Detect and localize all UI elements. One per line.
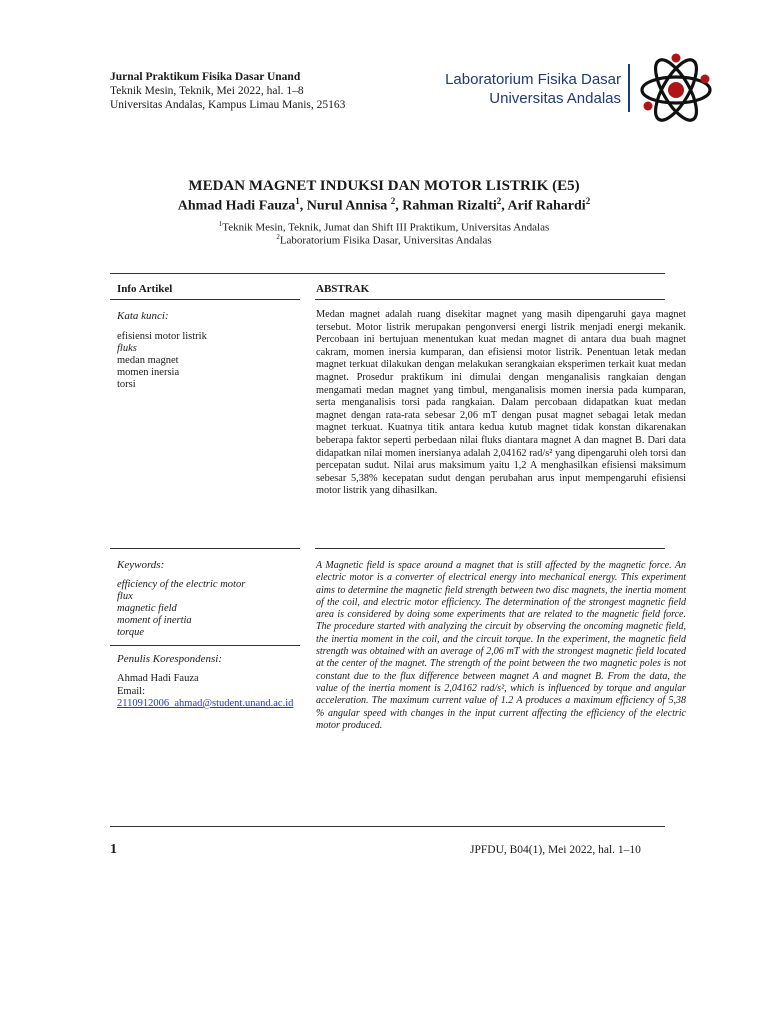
affiliation-1-number: 1 — [218, 220, 223, 228]
info-heading-rule — [110, 299, 300, 300]
corresponding-author-label: Penulis Korespondensi: — [117, 653, 222, 665]
paper-title: MEDAN MAGNET INDUKSI DAN MOTOR LISTRIK (E5) — [188, 178, 580, 194]
author-1: Ahmad Hadi Fauza — [177, 198, 296, 214]
abstrak-text: Medan magnet adalah ruang disekitar magnet yang masih dipengaruhi gaya magnet tersebut. Motor listrik merupakan pengonversi energi listrik menjadi energi mekanik. Percobaan ini bertujuan menentukan kuat medan magnet di antara dua buah magnet cakram, momen inersia kumparan, dan efisiensi motor listrik. Penentuan letak medan magnet terkuat dilakukan dengan melakukan serangkaian eksperimen terkait kuat medan magnet. Prosedur praktikum ini dimulai dengan menganalisis rangkaian dengan mengamati medan magnet yang timbul, menganalisis momen inersia pada kumparan, serta menganalisis torsi pada rangkaian. Dalam percobaan didapatkan kuat medan magnet dengan rata-rata sebesar 2,06 mT dengan pusat magnet sebagai letak medan magnet terkuat. Kuatnya titik antara kedua kutub magnet tidak konstan dikarenakan beberapa faktor seperti perbedaan nilai fluks diantara magnet A dan magnet B. Dari data didapatkan nilai momen inersianya adalah 2,04162 rad/s² yang dipengaruhi oleh torsi dan percepatan sudut. Nilai arus maksimum yaitu 1,2 A menghasilkan efisiensi maksimum sebesar 5,38% kecepatan sudut dengan perubahan arus input mempengaruhi efisiensi motor listrik yang dihasilkan. — [316, 309, 686, 497]
keyword-item: efficiency of the electric motor — [117, 579, 246, 590]
author-4-affiliation: 2 — [585, 196, 591, 206]
info-artikel-heading: Info Artikel — [117, 283, 173, 295]
keywords-rule — [110, 645, 300, 646]
journal-info — [110, 70, 410, 112]
email-link[interactable]: 2110912006_ahmad@student.unand.ac.id — [117, 698, 294, 709]
page-number: 1 — [110, 842, 117, 857]
abstract-heading-rule — [315, 299, 665, 300]
kata-kunci-rule — [110, 548, 300, 549]
author-4: Arif Rahardi — [507, 198, 586, 214]
keywords-list — [117, 579, 297, 639]
lab-divider — [628, 64, 630, 112]
keyword-item: moment of inertia — [117, 615, 192, 626]
author-2: Nurul Annisa — [306, 198, 391, 214]
kata-kunci-item: efisiensi motor listrik — [117, 331, 207, 342]
abstrak-heading: ABSTRAK — [316, 283, 370, 295]
lab-name-line2: Universitas Andalas — [489, 90, 621, 107]
author-separator: , — [501, 198, 508, 214]
abstract-text-en: A Magnetic field is space around a magnet that is still affected by the magnetic force. An electric motor is a converter of electrical energy into mechanical energy. This experiment aims to determine the magnetic field strength between two disc magnets, the inertia moment of the coil, and electric motor efficiency. The determination of the strongest magnetic field area is considered by doing some experiments that are related to the magnetic field force. The procedure started with analyzing the circuit by observing the oncoming magnetic field, the inertia moment in the coil, and the circuit torque. In the experiment, the magnetic field strength was obtained with an average of 2,06 mT with the strongest magnetic field located at the center of the magnet. The strength of the point between the two magnetic poles is not constant due to the flux difference between magnet A and magnet B. From the data, the value of the inertia moment is 2,04162 rad/s², which is influenced by torque and angular acceleration. The maximum current value of 1.2 A produces a maximum efficiency of 5,38 % angular speed with changes in the input current affecting the efficiency of the electric motor produced. — [316, 560, 686, 731]
author-2-affiliation: 2 — [390, 196, 396, 206]
journal-address: Universitas Andalas, Kampus Limau Manis, 25163 — [110, 99, 346, 111]
abstrak-end-rule — [315, 548, 665, 549]
author-list — [60, 196, 708, 215]
lab-name — [425, 70, 621, 108]
kata-kunci-list — [117, 331, 297, 391]
author-separator: , — [299, 198, 307, 214]
keyword-item: torque — [117, 627, 145, 638]
author-separator: , — [395, 198, 403, 214]
kata-kunci-item: fluks — [117, 343, 137, 354]
affiliation-2-number: 2 — [276, 233, 280, 241]
atom-icon — [636, 50, 716, 130]
journal-name: Jurnal Praktikum Fisika Dasar Unand — [110, 71, 301, 83]
author-3-affiliation: 2 — [496, 196, 502, 206]
keyword-item: flux — [117, 591, 133, 602]
section-rule-top — [110, 273, 665, 274]
affiliation-2 — [80, 233, 688, 247]
kata-kunci-item: momen inersia — [117, 367, 180, 378]
author-1-affiliation: 1 — [295, 196, 300, 206]
affiliation-1 — [80, 220, 688, 234]
journal-issue: Teknik Mesin, Teknik, Mei 2022, hal. 1–8 — [110, 85, 304, 97]
kata-kunci-label: Kata kunci: — [117, 310, 169, 322]
affiliation-2-text: Laboratorium Fisika Dasar, Universitas Andalas — [279, 234, 492, 247]
corresponding-author — [117, 673, 297, 711]
lab-name-line1: Laboratorium Fisika Dasar — [445, 71, 621, 88]
email-label: Email: — [117, 685, 145, 697]
affiliation-1-text: Teknik Mesin, Teknik, Jumat dan Shift III Praktikum, Universitas Andalas — [222, 221, 550, 234]
author-3: Rahman Rizalti — [402, 198, 497, 214]
corresponding-author-name: Ahmad Hadi Fauza — [117, 673, 199, 684]
keywords-label: Keywords: — [117, 559, 165, 571]
kata-kunci-item: medan magnet — [117, 355, 179, 366]
footer-rule — [110, 826, 665, 827]
footer-citation: JPFDU, B04(1), Mei 2022, hal. 1–10 — [470, 844, 641, 856]
keyword-item: magnetic field — [117, 603, 177, 614]
kata-kunci-item: torsi — [117, 379, 136, 390]
